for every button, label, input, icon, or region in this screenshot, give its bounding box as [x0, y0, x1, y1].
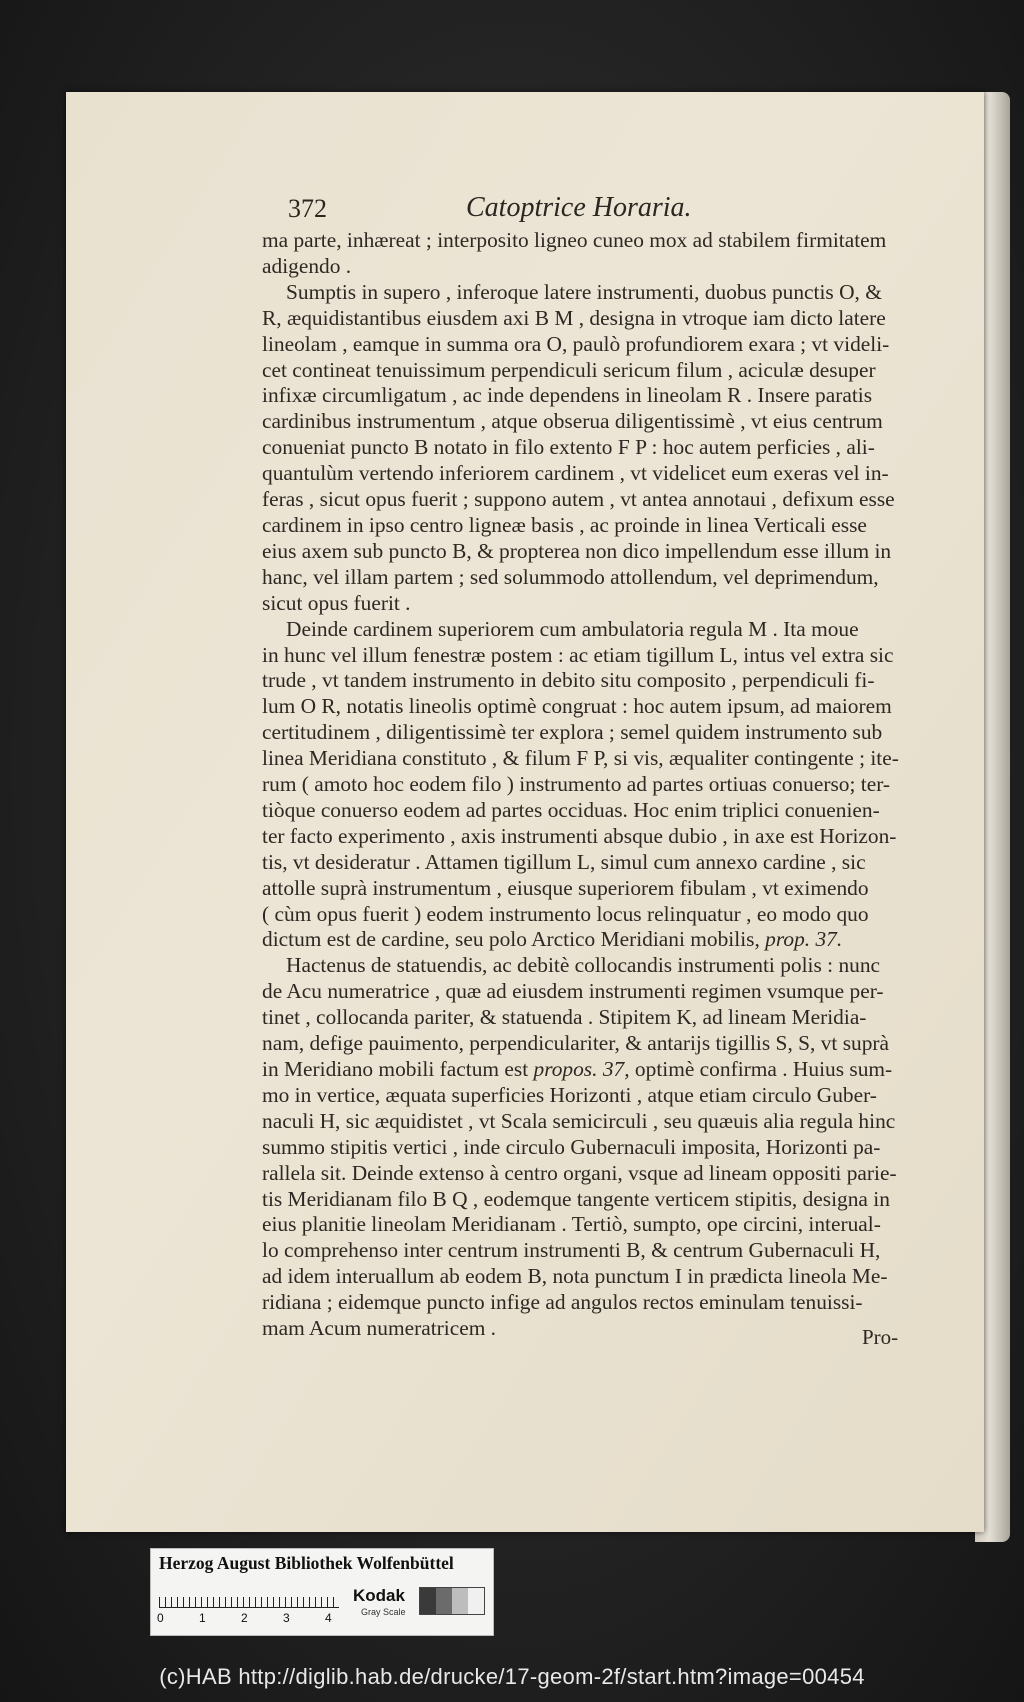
text-line: sicut opus fuerit .: [262, 590, 411, 615]
text-line: mam Acum numeratricem .: [262, 1316, 497, 1341]
measurement-ruler: [159, 1585, 339, 1608]
text-line: quantulùm vertendo inferiorem cardinem , vt videlicet eum exeras vel in-: [262, 461, 889, 486]
text-line: lum O R, notatis lineolis optimè congruat : hoc autem ipsum, ad maiorem: [262, 694, 892, 719]
text-line: lo comprehenso inter centrum instrumenti B, & centrum Gubernaculi H,: [262, 1238, 881, 1263]
text-line: cardinem in ipso centro ligneæ basis , ac proinde in linea Verticali esse: [262, 512, 867, 537]
text-line: nam, defige pauimento, perpendiculariter, & antarijs tigillis S, S, vt suprà: [262, 1031, 890, 1056]
proposition-reference: propos. 37,: [533, 1057, 630, 1081]
text-line: tis, vt desideratur . Attamen tigillum L, simul cum annexo cardine , sic: [262, 849, 866, 874]
text-line: lineolam , eamque in summa ora O, paulò profundiorem exara ; vt videli-: [262, 331, 890, 356]
text-line: naculi H, sic æquidistet , vt Scala semicirculi , seu quæuis alia regula hinc: [262, 1108, 896, 1133]
page-number: 372: [288, 194, 327, 223]
text-line: tis Meridianam filo B Q , eodemque tangente verticem stipitis, designa in: [262, 1186, 890, 1211]
paragraph: [262, 280, 924, 617]
text-line: R, æquidistantibus eiusdem axi B M , designa in vtroque iam dicto latere: [262, 305, 886, 330]
text-line: Sumptis in supero , inferoque latere instrumenti, duobus punctis O, &: [286, 279, 882, 304]
ruler-number: 3: [283, 1611, 290, 1625]
text-line-tail: optimè confirma . Huius sum-: [629, 1057, 893, 1081]
proposition-reference: prop. 37.: [765, 927, 843, 952]
paragraph: [262, 953, 924, 1342]
text-line: linea Meridiana constituto , & filum F P, si vis, æqualiter contingente ; ite-: [262, 746, 899, 771]
text-line: Deinde cardinem superiorem cum ambulatoria regula M . Ita moue: [286, 616, 859, 641]
text-line: trude , vt tandem instrumento in debito situ composito , perpendiculi fi-: [262, 668, 875, 693]
catchword: Pro-: [862, 1325, 899, 1349]
color-reference-card: [150, 1548, 494, 1636]
gray-swatch: [436, 1588, 452, 1614]
ruler-number: 0: [157, 1611, 164, 1625]
ruler-number: 1: [199, 1611, 206, 1625]
text-line: hanc, vel illam partem ; sed solummodo attollendum, vel deprimendum,: [262, 564, 879, 589]
text-line: cet contineat tenuissimum perpendiculi sericum filum , aciculæ desuper: [262, 357, 876, 382]
text-line: eius planitie lineolam Meridianam . Tertiò, sumpto, ope circini, interual-: [262, 1212, 881, 1237]
text-line: in hunc vel illum fenestræ postem : ac etiam tigillum L, intus vel extra sic: [262, 642, 894, 667]
text-line: conueniat puncto B notato in filo extento F P : hoc autem perficies , ali-: [262, 435, 875, 460]
text-line: mo in vertice, æquata superficies Horizonti , atque etiam circulo Guber-: [262, 1082, 877, 1107]
text-line: ad idem interuallum ab eodem B, nota punctum I in prædicta lineola Me-: [262, 1264, 888, 1289]
kodak-logo: Kodak: [353, 1586, 405, 1605]
paragraph: [262, 617, 924, 954]
body-text: [262, 228, 924, 1342]
text-line: cardinibus instrumentum , atque obserua diligentissimè , vt eius centrum: [262, 409, 883, 434]
ruler-number: 2: [241, 1611, 248, 1625]
text-line: certitudinem , diligentissimè ter explora ; semel quidem instrumento sub: [262, 720, 883, 745]
gray-swatch: [452, 1588, 468, 1614]
text-line: in Meridiano mobili factum est: [262, 1057, 529, 1081]
text-line: Hactenus de statuendis, ac debitè collocandis instrumenti polis : nunc: [286, 953, 881, 978]
paragraph: [262, 228, 924, 280]
text-line: adigendo .: [262, 253, 352, 278]
text-line: ridiana ; eidemque puncto infige ad angulos rectos eminulam tenuissi-: [262, 1290, 863, 1315]
gray-scale-label: Gray Scale: [361, 1607, 406, 1617]
text-line: eius axem sub puncto B, & propterea non dico impellendum esse illum in: [262, 538, 892, 563]
text-line: tiòque conuerso eodem ad partes occiduas. Hoc enim triplici conuenien-: [262, 797, 880, 822]
ruler-number: 4: [325, 1611, 332, 1625]
gray-swatch: [420, 1588, 436, 1614]
text-line: ter facto experimento , axis instrumenti absque dubio , in axe est Horizon-: [262, 823, 897, 848]
copyright-footer: (c)HAB http://diglib.hab.de/drucke/17-geom-2f/start.htm?image=00454: [159, 1664, 865, 1689]
gray-swatch: [468, 1588, 484, 1614]
institution-label: Herzog August Bibliothek Wolfenbüttel: [159, 1553, 454, 1573]
text-line: attolle suprà instrumentum , eiusque superiorem fibulam , vt eximendo: [262, 875, 869, 900]
text-line: ma parte, inhæreat ; interposito ligneo cuneo mox ad stabilem firmitatem: [262, 228, 887, 252]
gray-scale-swatches: [419, 1587, 485, 1615]
text-line: feras , sicut opus fuerit ; suppono autem , vt antea annotaui , defixum esse: [262, 487, 895, 512]
running-title: Catoptrice Horaria.: [466, 192, 692, 223]
text-line: rallela sit. Deinde extenso à centro organi, vsque ad lineam oppositi parie-: [262, 1160, 897, 1185]
text-line: summo stipitis vertici , inde circulo Gubernaculi imposita, Horizonti pa-: [262, 1134, 881, 1159]
text-line: dictum est de cardine, seu polo Arctico Meridiani mobilis,: [262, 927, 760, 952]
text-line: infixæ circumligatum , ac inde dependens in lineolam R . Insere paratis: [262, 383, 873, 408]
text-line: ( cùm opus fuerit ) eodem instrumento locus relinquatur , eo modo quo: [262, 901, 869, 926]
text-line: tinet , collocanda pariter, & statuenda . Stipitem K, ad lineam Meridia-: [262, 1005, 867, 1030]
text-line: rum ( amoto hoc eodem filo ) instrumento ad partes ortiuas conuerso; ter-: [262, 772, 891, 797]
text-line: de Acu numeratrice , quæ ad eiusdem instrumenti regimen vsumque per-: [262, 979, 884, 1004]
